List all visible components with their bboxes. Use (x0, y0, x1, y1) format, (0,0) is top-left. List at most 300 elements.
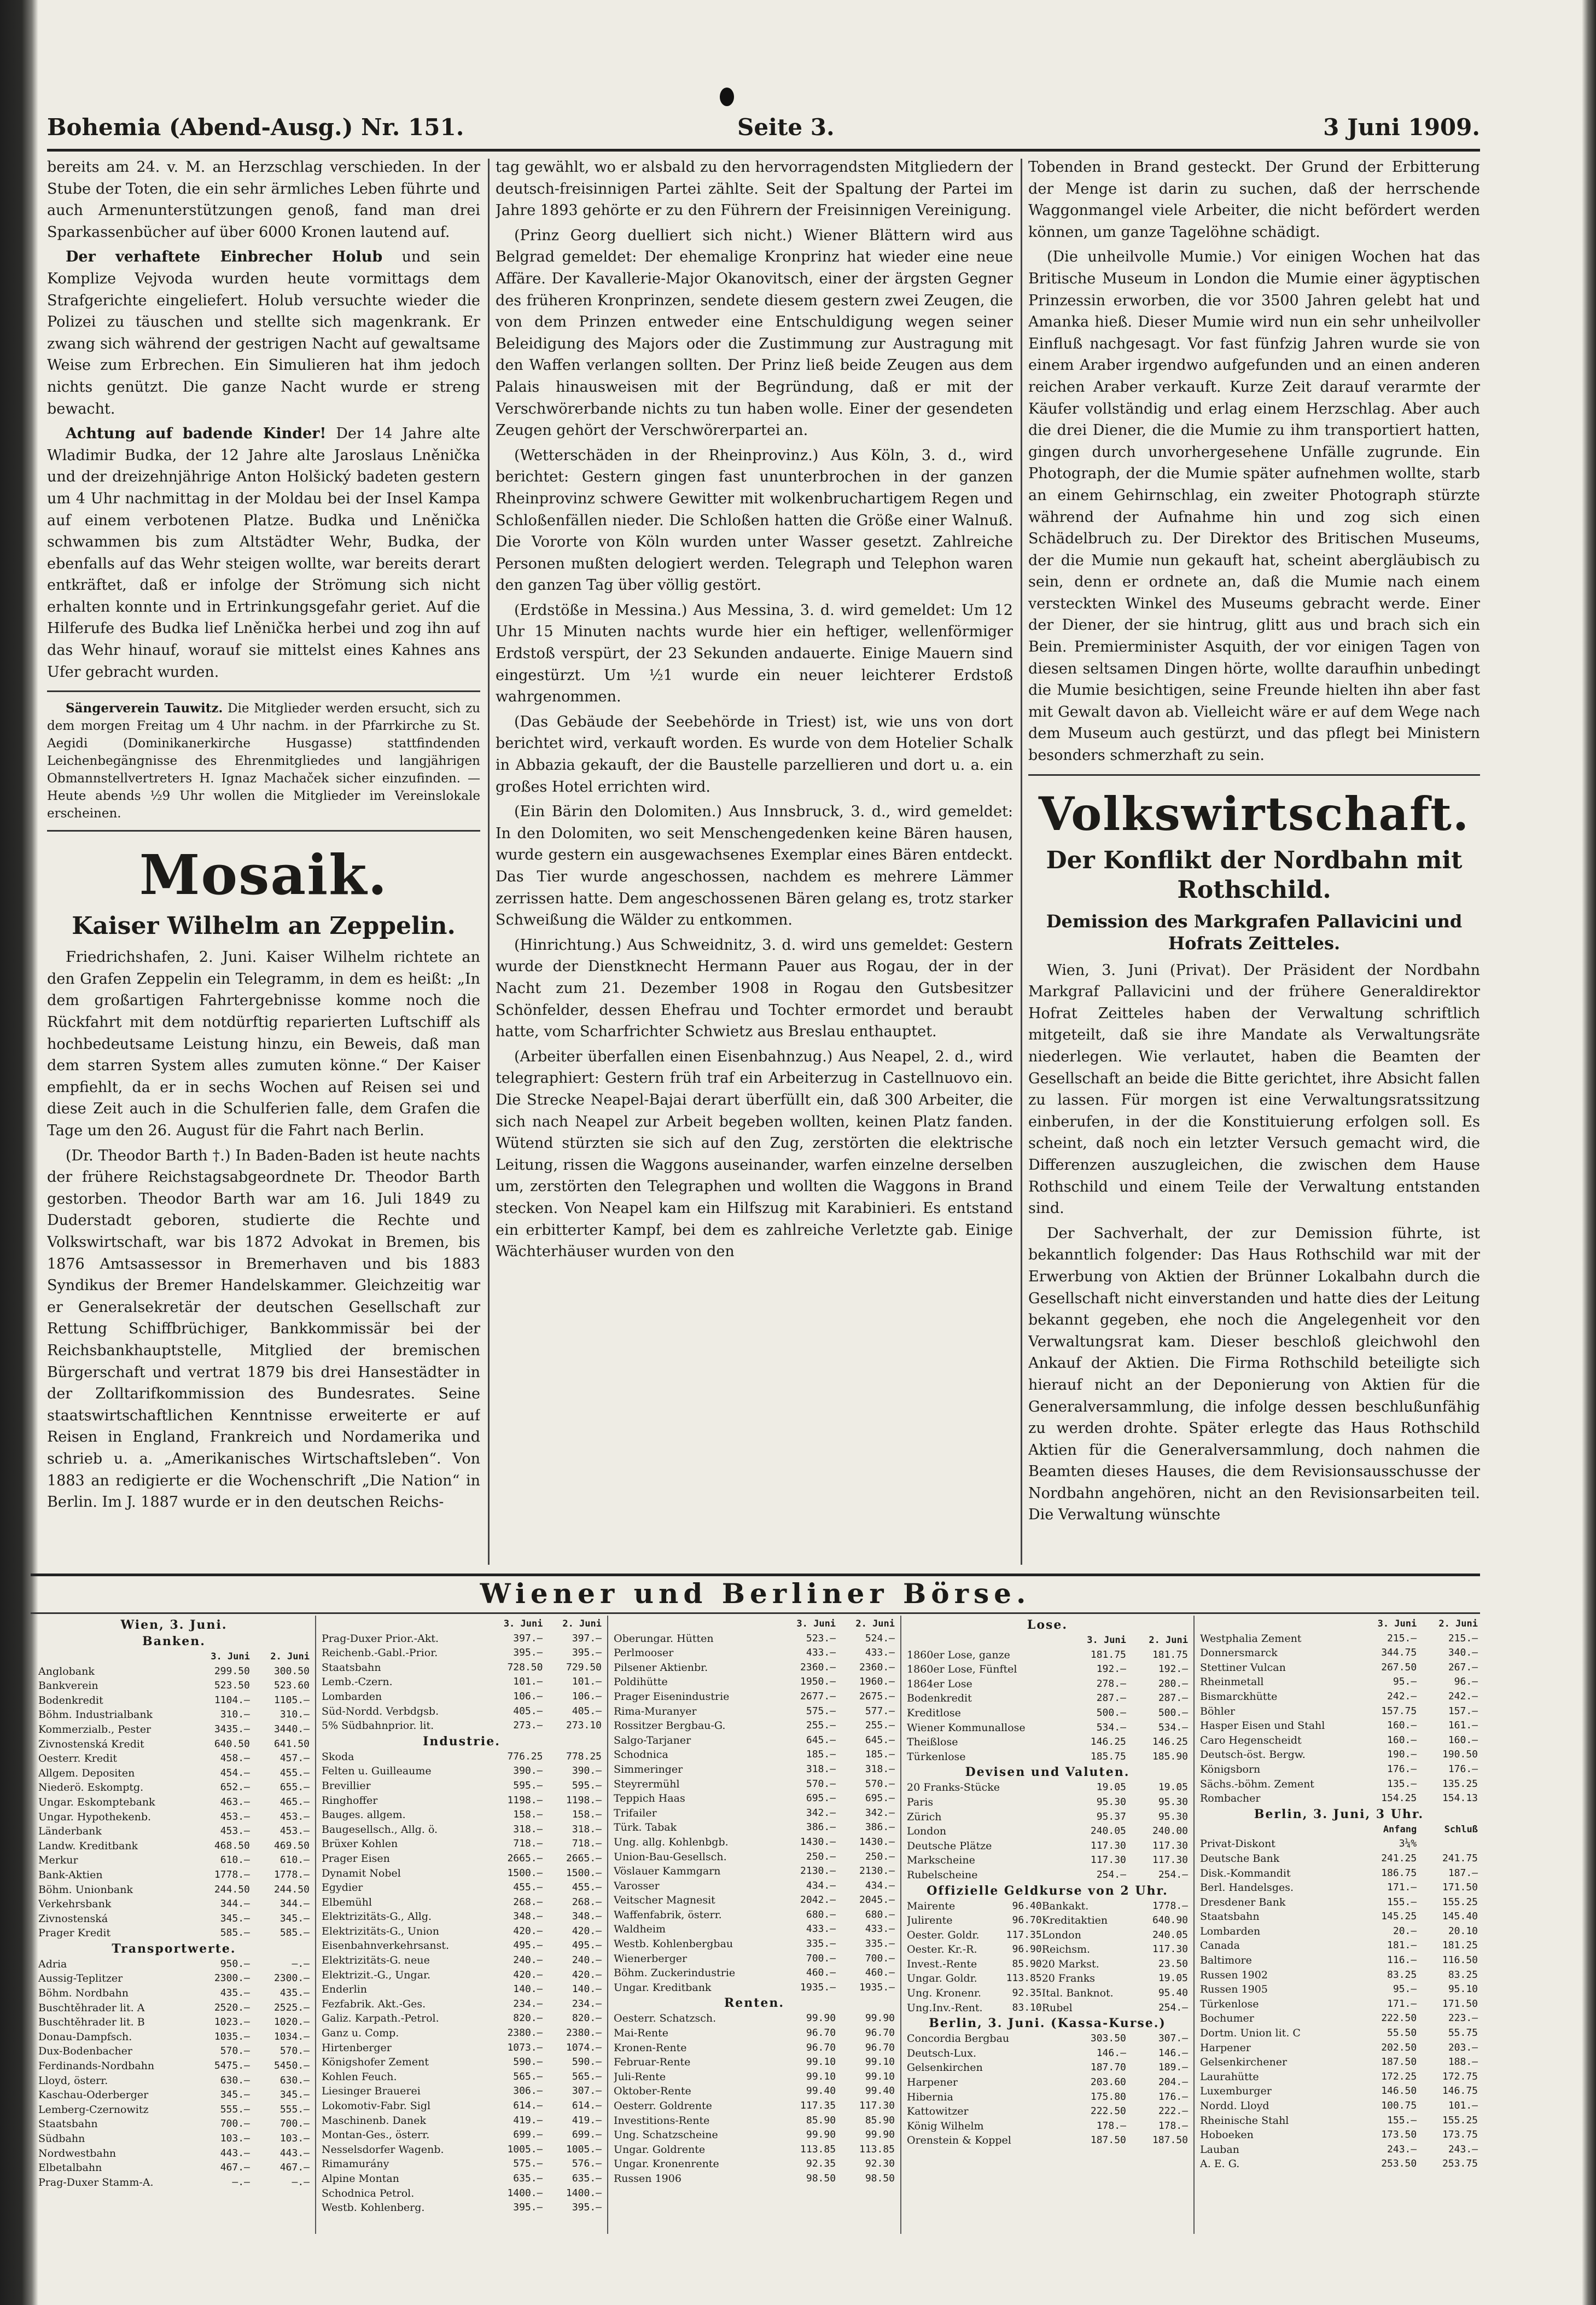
quote-row (1200, 1997, 1478, 2012)
quote-value: 555.— (279, 2103, 310, 2115)
quote-value: 253.50 (1381, 2158, 1417, 2170)
quote-value: 397.— (513, 1632, 543, 1644)
page-header (47, 108, 1480, 147)
quote-value: 700.— (279, 2118, 310, 2130)
quote-header-row (322, 1617, 602, 1632)
quote-value: 610.— (279, 1854, 310, 1866)
security-name: Landw. Kreditbank (38, 1839, 138, 1852)
quote-row (907, 1780, 1188, 1795)
quote-row (1200, 1909, 1478, 1924)
security-name: Hirtenberger (322, 2041, 392, 2054)
quote-row (1200, 1747, 1478, 1762)
quote-row (322, 2099, 602, 2114)
quote-value: 590.— (572, 2056, 602, 2068)
quote-value: 100.75 (1381, 2100, 1417, 2111)
quote-value: 234.— (572, 1998, 602, 2010)
security-name: Rheinmetall (1200, 1676, 1264, 1688)
quote-value: 575.— (513, 2158, 543, 2170)
security-name: Oberungar. Hütten (614, 1632, 714, 1645)
quote-row (614, 1747, 895, 1762)
security-name: Böhm. Industrialbank (38, 1709, 153, 1721)
quote-value: 1074.— (566, 2041, 602, 2053)
quote-row (614, 1966, 895, 1981)
quote-row (38, 1986, 310, 2001)
quote-value: 5475.— (214, 2060, 250, 2072)
quote-row (1200, 1632, 1478, 1646)
quote-header-row (614, 1617, 895, 1632)
quote-value: 96.70 (865, 2027, 895, 2039)
quote-row (907, 2060, 1188, 2075)
quote-value: 253.75 (1442, 2158, 1478, 2170)
quote-value: 1500.— (507, 1867, 543, 1879)
quote-row (614, 1864, 895, 1879)
quote-value: 1400.— (507, 2187, 543, 2199)
quote-header-row (1200, 1617, 1478, 1632)
quote-value: 695.— (806, 1792, 836, 1804)
security-name: Kohlen Feuch. (322, 2070, 397, 2083)
quote-value: 699.— (513, 2129, 543, 2141)
quote-value: 154.13 (1442, 1792, 1478, 1804)
quote-value: 640.50 (214, 1738, 250, 1750)
quote-value: 655.— (279, 1781, 310, 1793)
quote-value: 186.75 (1381, 1867, 1417, 1879)
quote-value: 268.— (572, 1896, 602, 1908)
quote-value: 96.70 (806, 2041, 836, 2053)
quote-row (907, 1899, 1188, 1914)
security-name: Ungar. Hypothekenb. (38, 1810, 152, 1823)
quote-row (322, 2070, 602, 2085)
quote-value: 310.— (220, 1709, 250, 1721)
quote-value: 420.— (572, 1969, 602, 1981)
quote-value: 192.— (1096, 1663, 1126, 1675)
quote-row (38, 1751, 310, 1766)
quote-value: —.— (292, 2176, 310, 2188)
quote-value: 185.90 (1152, 1750, 1188, 1762)
security-name: Buschtěhrader lit. B (38, 2016, 145, 2029)
article-paragraph: (Prinz Georg duelliert sich nicht.) Wiener Blättern wird aus Belgrad gemeldet: Der ehemalige Kronprinz hat wieder eine neue Affäre. Der Kavallerie-Major Okanovitsch, einer der ärgsten Gegner des früheren Kronprinzen, sendete diesem gestern zwei Zeugen, die von dem Prinzen entweder eine Entschuldigung wegen seiner Beleidigung des Majors oder die Zustimmung zur Austragung mit den Waffen verlangen sollten. Der Prinz ließ beide Zeugen aus dem Palais hinausweisen mit der Begründung, daß er mit der Verschwörerbande nichts zu tun haben wolle. Einer der gesendeten Zeugen gehört der Verschwörerpartei an. (496, 227, 1013, 439)
security-name: Luxemburger (1200, 2085, 1272, 2098)
quote-value: 495.— (572, 1940, 602, 1952)
quote-value: 718.— (572, 1838, 602, 1850)
section-title-mosaik: Mosaik. (139, 843, 388, 908)
quote-row (614, 1806, 895, 1821)
quote-row (1200, 1646, 1478, 1660)
security-name: Donnersmarck (1200, 1647, 1278, 1659)
quote-row (614, 2114, 895, 2128)
security-name: Reichsm. (1041, 1943, 1091, 1956)
quote-value: 455.— (279, 1767, 310, 1779)
quote-value: 20.10 (1448, 1925, 1478, 1937)
security-name: Teppich Haas (614, 1792, 685, 1805)
security-name: Pilsener Aktienbr. (614, 1661, 708, 1674)
boerse-section-heading (907, 2015, 1188, 2031)
security-name: Eisenbahnverkehrsanst. (322, 1940, 450, 1952)
security-name: 20 Franks (1041, 1972, 1096, 1985)
security-name: Veitscher Magnesit (614, 1894, 715, 1907)
quote-column-header: Schluß (1444, 1824, 1478, 1835)
quote-value: 146.— (1158, 2047, 1188, 2059)
quote-value: 395.— (513, 2202, 543, 2214)
quote-row (907, 1648, 1188, 1663)
quote-value: 348.— (572, 1911, 602, 1923)
quote-value: 2360.— (800, 1661, 836, 1673)
quote-value: 300.50 (273, 1665, 310, 1677)
security-name: Westb. Kohlenbergbau (614, 1938, 733, 1950)
security-name: Privat-Diskont (1200, 1838, 1275, 1850)
quote-value: 189.— (1158, 2062, 1188, 2074)
quote-row (1200, 1777, 1478, 1792)
security-name: Hasper Eisen und Stahl (1200, 1720, 1325, 1732)
quote-row (1200, 1851, 1478, 1866)
quote-value: 99.40 (865, 2085, 895, 2097)
quote-value: 95.30 (1096, 1796, 1126, 1808)
quote-row (614, 1893, 895, 1908)
quote-row (907, 1735, 1188, 1750)
quote-value: 140.— (513, 1983, 543, 1995)
quote-value: 386.— (865, 1821, 895, 1833)
quote-row (1200, 1704, 1478, 1719)
boerse-section-heading: Devisen und Valuten. (965, 1765, 1130, 1780)
quote-value: 117.30 (859, 2100, 895, 2111)
quote-value: 467.— (220, 2162, 250, 2174)
quote-value: 203.— (1448, 2041, 1478, 2053)
ink-blot (720, 88, 734, 106)
quote-column-header: Anfang (1383, 1824, 1417, 1835)
security-name: Harpener (1200, 2041, 1251, 2054)
quote-row (907, 1795, 1188, 1810)
quote-value: 395.— (572, 2202, 602, 2214)
quote-value: 469.50 (273, 1839, 310, 1851)
quote-value: 1778.— (1152, 1900, 1188, 1912)
quote-value: 435.— (279, 1987, 310, 1999)
quote-value: 95.37 (1096, 1810, 1126, 1822)
quote-row (1200, 1953, 1478, 1968)
quote-value: 96.— (1454, 1676, 1478, 1688)
quote-row (614, 1952, 895, 1966)
quote-column-header: 2. Juni (1149, 1635, 1188, 1646)
security-name: Prager Eisenindustrie (614, 1690, 730, 1703)
header-publication: Bohemia (Abend-Ausg.) Nr. 151. (47, 114, 464, 141)
quote-value: 99.90 (806, 2129, 836, 2141)
quote-row (322, 1808, 602, 1822)
quote-row (322, 1632, 602, 1646)
column-3 (1028, 156, 1480, 1568)
separator (47, 830, 480, 832)
security-name: Westphalia Zement (1200, 1632, 1302, 1645)
quote-value: 645.— (806, 1734, 836, 1746)
quote-value: 178.— (1158, 2120, 1188, 2132)
security-name: 1864er Lose (907, 1677, 972, 1690)
quote-value: 310.— (279, 1709, 310, 1721)
security-name: Böhler (1200, 1705, 1236, 1717)
quote-value: 397.— (572, 1632, 602, 1644)
quote-value: 340.— (1448, 1647, 1478, 1659)
quote-row (38, 1839, 310, 1854)
security-name: Lemberg-Czernowitz (38, 2103, 149, 2116)
security-name: Merkur (38, 1854, 78, 1867)
quote-value: 135.25 (1442, 1778, 1478, 1790)
quote-row (907, 1913, 1188, 1928)
quote-value: 1430.— (800, 1836, 836, 1848)
security-name: Rheinische Stahl (1200, 2114, 1289, 2127)
quote-row (38, 1708, 310, 1722)
security-name: Nesselsdorfer Wagenb. (322, 2143, 444, 2156)
quote-value: 523.60 (273, 1680, 310, 1692)
quote-value: 92.35 (806, 2158, 836, 2170)
quote-value: 95.10 (1448, 1983, 1478, 1995)
quote-row (1200, 2143, 1478, 2157)
quote-value: 254.— (1158, 1868, 1188, 1880)
security-name: Königsborn (1200, 1763, 1261, 1775)
security-name: Länderbank (38, 1825, 102, 1838)
security-name: Galiz. Karpath.-Petrol. (322, 2012, 439, 2025)
security-name: Rubel (1041, 2001, 1073, 2014)
article-paragraph: (Erdstöße in Messina.) Aus Messina, 3. d. wird gemeldet: Um 12 Uhr 15 Minuten nachts wurde hier ein heftiger, wellenförmiger Erdstoß verspürt, der 23 Sekunden andauerte. Einige Mauern sind eingestürzt. Um ½1 wurde ein neuer leichterer Erdstoß wahrgenommen. (496, 601, 1013, 706)
quote-value: 335.— (865, 1938, 895, 1950)
quote-value: 386.— (806, 1821, 836, 1833)
quote-row (907, 1853, 1188, 1868)
quote-row (614, 2099, 895, 2114)
quote-row (322, 2128, 602, 2143)
quote-value: 468.50 (214, 1839, 250, 1851)
quote-row (38, 1693, 310, 1708)
quote-value: 1198.— (507, 1794, 543, 1806)
quote-value: 460.— (865, 1967, 895, 1979)
quote-value: 455.— (513, 1882, 543, 1894)
quote-value: 255.— (806, 1720, 836, 1732)
quote-value: 83.25 (1448, 1969, 1478, 1981)
security-name: Zivnostenská Kredit (38, 1738, 144, 1750)
quote-value: 161.— (1448, 1720, 1478, 1732)
quote-value: 635.— (572, 2172, 602, 2184)
quote-value: 146.50 (1381, 2085, 1417, 2097)
quote-value: 695.— (865, 1792, 895, 1804)
quote-value: 106.— (572, 1690, 602, 1702)
quote-value: 175.80 (1090, 2091, 1126, 2103)
quote-row (322, 2172, 602, 2186)
quote-value: 443.— (220, 2147, 250, 2159)
quote-row (614, 2128, 895, 2143)
security-name: Böhm. Nordbahn (38, 1987, 129, 2000)
quote-row (1200, 2099, 1478, 2114)
quote-value: 154.25 (1381, 1792, 1417, 1804)
quote-row (614, 1646, 895, 1660)
security-name: Orenstein & Koppel (907, 2134, 1011, 2147)
boerse-section-heading: Lose. (1027, 1618, 1068, 1632)
quote-table (907, 2031, 1188, 2148)
security-name: Julirente (907, 1914, 953, 1927)
quote-row (322, 1938, 602, 1953)
security-name: Ungar. Goldrente (614, 2143, 706, 2156)
quote-table (322, 1617, 602, 1733)
quote-row (907, 2046, 1188, 2061)
security-name: Türkenlose (907, 1750, 966, 1763)
quote-value: 287.— (1158, 1692, 1188, 1704)
security-name: Harpener (907, 2076, 958, 2089)
quote-value: 173.50 (1381, 2129, 1417, 2141)
quote-row (614, 1733, 895, 1748)
quote-row (322, 1750, 602, 1764)
quote-value: 614.— (572, 2100, 602, 2111)
quote-value: 2665.— (566, 1852, 602, 1864)
quote-value: 117.30 (1152, 1854, 1188, 1866)
security-name: Dux-Bodenbacher (38, 2045, 133, 2058)
quote-value: 1023.— (214, 2016, 250, 2028)
security-name: Ganz u. Comp. (322, 2027, 399, 2040)
quote-value: 55.75 (1448, 2027, 1478, 2039)
security-name: Russen 1906 (614, 2172, 681, 2185)
column-rule (607, 1616, 608, 2234)
quote-row (1200, 2070, 1478, 2085)
quote-row (907, 2001, 1188, 2016)
security-name: Donau-Dampfsch. (38, 2030, 132, 2043)
security-name: Ferdinands-Nordbahn (38, 2060, 155, 2072)
security-name: Montan-Ges., österr. (322, 2129, 430, 2141)
security-name: Deutsche Plätze (907, 1839, 992, 1852)
quote-value: 96.90 (1012, 1943, 1042, 1955)
boerse-section-heading: Transportwerte. (112, 1941, 236, 1956)
quote-row (1200, 1689, 1478, 1704)
notice-paragraph (47, 700, 480, 822)
quote-value: 55.50 (1387, 2027, 1417, 2039)
quote-row (907, 2090, 1188, 2105)
quote-row (1200, 1660, 1478, 1675)
security-name: Prag-Duxer Prior.-Akt. (322, 1632, 439, 1645)
quote-row (322, 1866, 602, 1881)
quote-value: 641.50 (273, 1738, 310, 1750)
quote-value: 157.75 (1381, 1705, 1417, 1717)
quote-value: 157.— (1448, 1705, 1478, 1717)
quote-row (322, 1660, 602, 1675)
quote-value: 172.25 (1381, 2070, 1417, 2082)
security-name: Wienerberger (614, 1952, 688, 1965)
security-name: Bank-Aktien (38, 1868, 103, 1881)
quote-value: 273.10 (566, 1720, 602, 1732)
security-name: Verkehrsbank (38, 1898, 112, 1911)
security-name: Zürich (907, 1810, 942, 1823)
quote-value: 185.— (806, 1749, 836, 1761)
security-name: Ung. Kronenr. (907, 1987, 981, 2000)
quote-value: 645.— (865, 1734, 895, 1746)
quote-value: 98.50 (806, 2172, 836, 2184)
quote-value: 99.90 (806, 2012, 836, 2024)
quote-value: 92.30 (865, 2158, 895, 2170)
security-name: Dynamit Nobel (322, 1867, 401, 1879)
quote-value: 534.— (1158, 1721, 1188, 1733)
security-name: Canada (1200, 1940, 1240, 1952)
security-name: Russen 1902 (1200, 1969, 1268, 1981)
quote-value: 1430.— (859, 1836, 895, 1848)
quote-value: 190.50 (1442, 1749, 1478, 1761)
quote-row (38, 2044, 310, 2059)
security-name: Baugesellsch., Allg. ö. (322, 1823, 438, 1836)
quote-value: 145.40 (1442, 1911, 1478, 1923)
security-name: Oester. Goldr. (907, 1929, 980, 1941)
quote-value: 1073.— (507, 2041, 543, 2053)
quote-value: 99.90 (865, 2012, 895, 2024)
quote-value: 1935.— (859, 1981, 895, 1993)
quote-value: 395.— (572, 1647, 602, 1659)
quote-value: 160.— (1387, 1720, 1417, 1732)
quote-value: 155.— (1387, 1896, 1417, 1908)
quote-row (1200, 1895, 1478, 1910)
quote-value: 241.75 (1442, 1852, 1478, 1864)
article-text: und sein Komplize Vejvoda wurden heute vormittags dem Strafgerichte eingeliefert. Holub versuchte wieder die Polizei zu täuschen und stellte sich magenkrank. Er zwang sich während der gestrigen Nacht auf gewaltsame Weise zum Erbrechen. Ein Simulieren hat ihm jedoch nichts genützt. Die ganze Nacht wurde er streng bewacht. (47, 248, 480, 417)
quote-value: 585.— (279, 1927, 310, 1939)
article-heading: Der verhaftete Einbrecher Holub (66, 248, 383, 266)
security-name: Salgo-Tarjaner (614, 1734, 691, 1746)
quote-value: 240.— (513, 1954, 543, 1966)
quote-row (1200, 1938, 1478, 1953)
security-name: Buschtěhrader lit. A (38, 2001, 145, 2014)
quote-row (907, 1942, 1188, 1957)
quote-value: 1935.— (800, 1981, 836, 1993)
security-name: Niederö. Eskomptg. (38, 1781, 144, 1794)
quote-row (614, 2026, 895, 2041)
quote-value: 2520.— (214, 2001, 250, 2013)
quote-value: 187.50 (1152, 2134, 1188, 2146)
quote-value: 495.— (513, 1940, 543, 1952)
quote-row (322, 1895, 602, 1910)
quote-value: 443.— (279, 2147, 310, 2159)
quote-value: 188.— (1448, 2056, 1478, 2068)
quote-row (614, 1922, 895, 1937)
column-rule (488, 159, 490, 1565)
security-name: Kommerzialb., Pester (38, 1723, 152, 1735)
quote-row (907, 1721, 1188, 1735)
security-name: A. E. G. (1200, 2158, 1240, 2170)
quote-value: 590.— (513, 2056, 543, 2068)
quote-row (38, 1780, 310, 1795)
separator (47, 690, 480, 692)
quote-value: 85.90 (1012, 1958, 1042, 1970)
security-name: Ung. allg. Kohlenbgb. (614, 1836, 729, 1848)
header-spacer (614, 1617, 777, 1632)
quote-value: 307.— (572, 2085, 602, 2097)
quote-row (38, 1868, 310, 1883)
quote-row (907, 1868, 1188, 1883)
quote-value: 390.— (572, 1765, 602, 1777)
quote-value: 419.— (513, 2114, 543, 2126)
quote-value: 463.— (220, 1796, 250, 1808)
security-name: Brüxer Kohlen (322, 1838, 398, 1850)
quote-row (614, 2172, 895, 2186)
quote-value: 700.— (806, 1952, 836, 1964)
security-name: Süd-Nordd. Verbdgsb. (322, 1705, 439, 1717)
quote-value: 700.— (865, 1952, 895, 1964)
article-paragraph: (Wetterschäden in der Rheinprovinz.) Aus Köln, 3. d., wird berichtet: Gestern gingen fast ununterbrochen in der ganzen Rheinprovinz schwere Gewitter mit wolkenbruchartigem Regen und Schloßenfällen nieder. Die Schloßen hatten die Größe einer Walnuß. Die Vororte von Köln wurden unter Wasser gesetzt. Zahlreiche Personen mußten delogiert werden. Telegraph und Telephon waren den ganzen Tag über völlig gestört. (496, 446, 1013, 594)
quote-value: 680.— (865, 1908, 895, 1920)
quote-row (322, 1924, 602, 1939)
quote-value: 2045.— (859, 1894, 895, 1906)
quote-value: 95.30 (1158, 1796, 1188, 1808)
quote-value: 146.25 (1090, 1736, 1126, 1748)
quote-row (38, 2103, 310, 2117)
quote-row (38, 1810, 310, 1825)
quote-value: 158.— (513, 1809, 543, 1821)
quote-value: 95.30 (1158, 1810, 1188, 1822)
quote-value: 630.— (279, 2074, 310, 2086)
security-name: Lloyd, österr. (38, 2074, 108, 2087)
security-name: Wiener Kommunallose (907, 1721, 1026, 1734)
quote-value: 187.50 (1381, 2056, 1417, 2068)
security-name: 20 Franks-Stücke (907, 1781, 1000, 1794)
quote-value: 555.— (220, 2103, 250, 2115)
quote-value: 146.75 (1442, 2085, 1478, 2097)
quote-value: 570.— (279, 2045, 310, 2057)
quote-value: 2665.— (507, 1852, 543, 1864)
quote-value: 287.— (1096, 1692, 1126, 1704)
